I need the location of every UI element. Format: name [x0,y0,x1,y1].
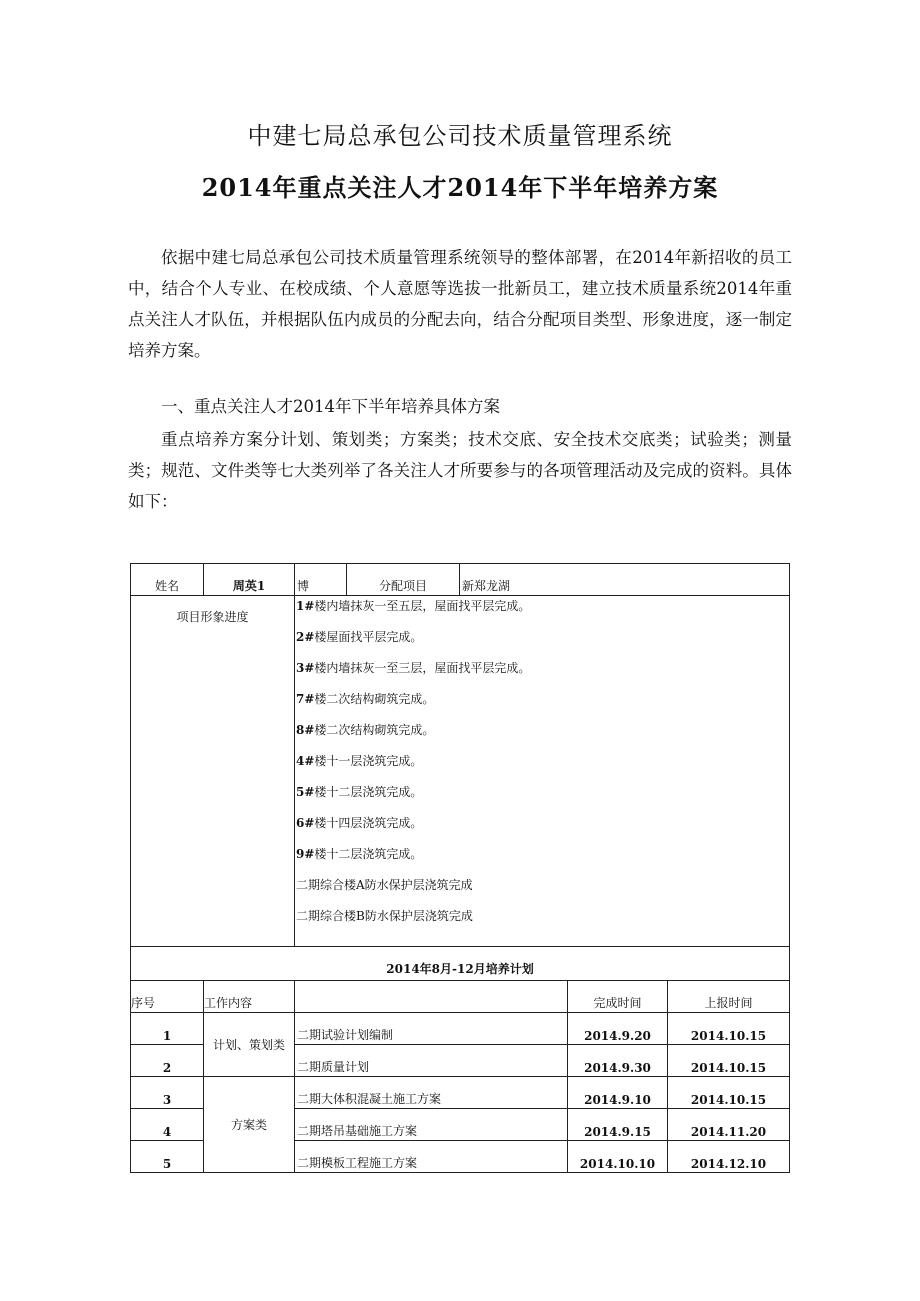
plan-description-paragraph: 重点培养方案分计划、策划类；方案类；技术交底、安全技术交底类；试验类；测量类；规范、文件类等七大类列举了各关注人才所要参与的各项管理活动及完成的资料。具体如下： [128,430,792,511]
row-report-time: 2014.11.20 [668,1109,790,1141]
document-title: 中建七局总承包公司技术质量管理系统 [247,122,673,150]
col-header-blank [295,981,568,1013]
row-report-time: 2014.10.15 [668,1045,790,1077]
category-plan: 计划、策划类 [204,1013,295,1077]
col-header-seq: 序号 [131,981,204,1013]
plan-title: 2014年8月-12月培养计划 [131,947,790,981]
row-done-time: 2014.10.10 [568,1141,668,1173]
row-item: 二期模板工程施工方案 [295,1141,568,1173]
row-report-time: 2014.10.15 [668,1077,790,1109]
row-report-time: 2014.10.15 [668,1013,790,1045]
project-label: 分配项目 [347,564,460,596]
plan-title-row [131,947,790,981]
progress-item: 2#楼屋面找平层完成。 [296,630,423,644]
row-item: 二期质量计划 [295,1045,568,1077]
name-label: 姓名 [131,564,204,596]
progress-item: 7#楼二次结构砌筑完成。 [296,692,435,706]
document-subtitle: 2014年重点关注人才2014年下半年培养方案 [201,173,719,202]
intro-paragraph: 依据中建七局总承包公司技术质量管理系统领导的整体部署，在2014年新招收的员工中，结合个人专业、在校成绩、个人意愿等选拔一批新员工，建立技术质量系统2014年重点关注人才队伍，并根据队伍内成员的分配去向，结合分配项目类型、形象进度，逐一制定培养方案。 [128,248,792,360]
progress-item: 9#楼十二层浇筑完成。 [296,847,423,861]
column-header-row [131,981,790,1013]
section-heading: 一、重点关注人才2014年下半年培养具体方案 [161,397,500,416]
row-seq: 1 [131,1013,204,1045]
progress-list [295,596,790,947]
row-done-time: 2014.9.30 [568,1045,668,1077]
col-header-work: 工作内容 [204,981,295,1013]
row-item: 二期试验计划编制 [295,1013,568,1045]
name-value-suffix: 博 [295,564,347,596]
col-header-done-time: 完成时间 [568,981,668,1013]
table-row [131,1077,790,1109]
progress-item: 二期综合楼B防水保护层浇筑完成 [296,909,473,923]
progress-item: 5#楼十二层浇筑完成。 [296,785,423,799]
row-seq: 4 [131,1109,204,1141]
progress-item: 1#楼内墙抹灰一至五层，屋面找平层完成。 [296,599,531,613]
row-done-time: 2014.9.20 [568,1013,668,1045]
table-row [131,1013,790,1045]
progress-item: 4#楼十一层浇筑完成。 [296,754,423,768]
row-seq: 2 [131,1045,204,1077]
name-value: 周英1 [204,564,295,596]
training-plan-table [130,563,790,1173]
row-item: 二期大体积混凝土施工方案 [295,1077,568,1109]
col-header-report-time: 上报时间 [668,981,790,1013]
project-value: 新郑龙湖 [460,564,790,596]
progress-item: 6#楼十四层浇筑完成。 [296,816,423,830]
row-done-time: 2014.9.15 [568,1109,668,1141]
row-report-time: 2014.12.10 [668,1141,790,1173]
progress-label: 项目形象进度 [131,596,295,947]
row-item: 二期塔吊基础施工方案 [295,1109,568,1141]
category-scheme: 方案类 [204,1077,295,1173]
row-seq: 5 [131,1141,204,1173]
progress-item: 8#楼二次结构砌筑完成。 [296,723,435,737]
progress-row [131,596,790,947]
progress-item: 3#楼内墙抹灰一至三层，屋面找平层完成。 [296,661,531,675]
row-done-time: 2014.9.10 [568,1077,668,1109]
progress-item: 二期综合楼A防水保护层浇筑完成 [296,878,473,892]
info-row [131,564,790,596]
row-seq: 3 [131,1077,204,1109]
